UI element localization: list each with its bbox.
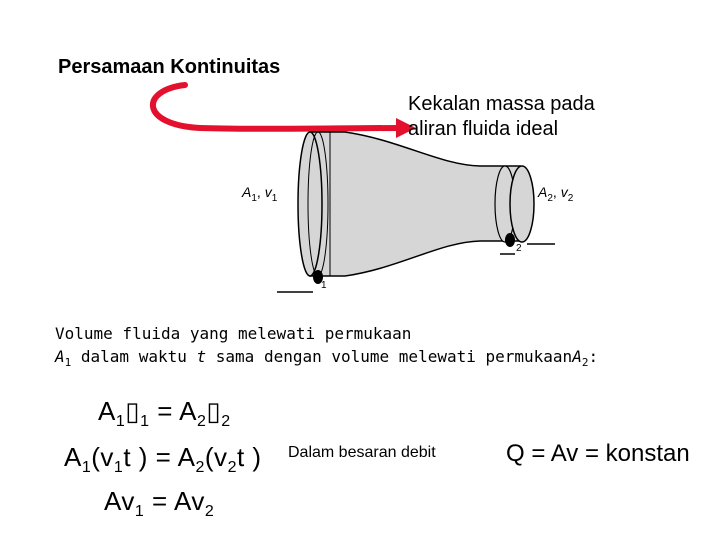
statement-line-1: Volume fluida yang melewati permukaan [55,324,412,343]
statement-part-b: dalam waktu [71,347,197,366]
point-2-label: 2 [516,243,522,254]
label-a1-v1 [242,184,277,204]
eq3-av1: Av [104,486,135,516]
note-line-1: Kekalan massa pada [408,93,595,115]
flow-dot-2 [505,233,515,247]
eq2-v2-sub: 2 [227,459,237,477]
eq1-a1: A [98,396,116,426]
label-left-sep: , [256,184,265,200]
note-text [408,92,595,142]
eq2-mid: t ) = A [123,442,196,472]
eq1-equals: = [149,396,180,426]
statement-end: : [588,347,599,366]
eq2-a1: A [64,442,82,472]
equation-3 [104,486,214,521]
eq2-v1-sub: 1 [113,459,124,477]
statement-part-c: sama dengan volume melewati permukaan [206,347,573,366]
equation-1 [98,396,231,431]
eq2-v1: (v [91,442,114,472]
eq1-symbol-2: ▯ [206,396,222,426]
eq1-symbol-2-sub: 2 [221,413,231,431]
label-right-sep: , [552,184,561,200]
eq3-av2: = Av [144,486,205,516]
label-a2-v2 [538,184,573,204]
statement-a2: A [572,347,582,366]
eq3-av1-sub: 1 [134,503,145,521]
right-pipe-opening [510,166,534,242]
statement-t: t [196,347,207,366]
eq2-a2-sub: 2 [195,459,205,477]
label-v1-sub: 1 [271,192,278,204]
label-a2-sub: 2 [547,192,553,204]
red-curved-arrow [153,85,400,129]
statement-a1: A [55,347,65,366]
statement [55,322,598,374]
label-a2: A [538,184,548,200]
label-a1-sub: 1 [251,192,257,204]
eq2-v2: (v [204,442,228,472]
statement-a1-sub: 1 [64,356,72,370]
label-v2-sub: 2 [567,192,574,204]
eq1-symbol-1-sub: 1 [140,413,150,431]
equation-2 [64,442,262,477]
pipe-body [310,132,520,276]
statement-a2-sub: 2 [581,356,589,370]
debit-label: Dalam besaran debit [288,444,436,461]
eq1-a2: A [179,396,198,426]
label-v2: v [560,184,568,200]
label-v1: v [264,184,272,200]
note-line-2: aliran fluida ideal [408,118,559,140]
eq1-a2-sub: 2 [197,413,207,431]
eq1-symbol-1: ▯ [125,396,141,426]
left-pipe-opening [298,132,322,276]
eq2-a1-sub: 1 [81,459,92,477]
page-title: Persamaan Kontinuitas [58,56,281,78]
eq1-a1-sub: 1 [115,413,126,431]
statement-line-2 [55,345,598,374]
eq3-av2-sub: 2 [204,503,215,521]
q-equation: Q = Av = konstan [506,440,690,467]
eq2-end: t ) [236,442,262,472]
point-1-label: 1 [321,280,327,291]
label-a1: A [242,184,252,200]
